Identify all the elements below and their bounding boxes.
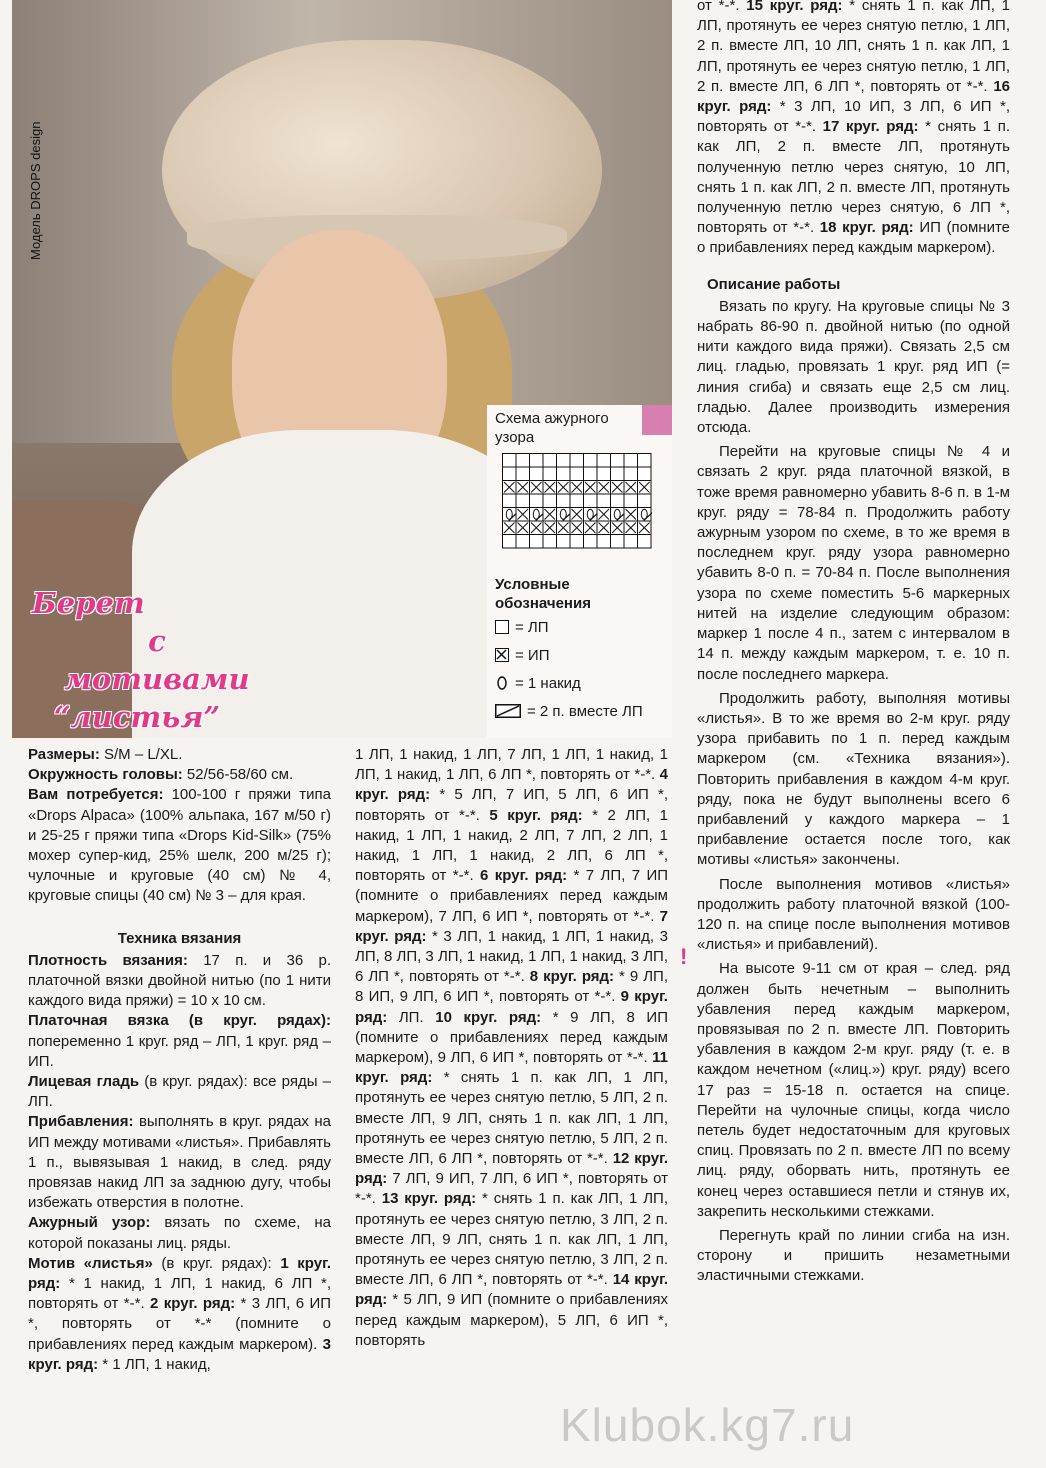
- round-10-label: 10 круг. ряд:: [435, 1008, 542, 1026]
- materials-label: Вам потребуется:: [28, 786, 164, 804]
- round-4-text: * 5 ЛП, 7 ИП, 5 ЛП, 6 ИП *, повторять от *-*.: [355, 786, 668, 824]
- work-paragraph-6: Перегнуть край по линии сгиба на изн. сторону и пришить незаметными эластичными стежками.: [697, 1226, 1010, 1285]
- chart-cell: [503, 535, 517, 549]
- round-9-label: 9 круг. ряд:: [355, 988, 668, 1026]
- attention-icon: !: [680, 944, 688, 969]
- lace-chart-grid: [502, 453, 652, 551]
- round-2-label: 2 круг. ряд:: [150, 1295, 236, 1313]
- chart-cell: [516, 535, 530, 549]
- title-line-3: “листья”: [53, 700, 221, 734]
- round-14-label: 14 круг. ряд:: [355, 1271, 669, 1309]
- work-paragraph-4: После выполнения мотивов «листья» продолжить работу платочной вязкой (100-120 п. на спице после выполнения мотивов «листья» и прибавлений).: [697, 875, 1010, 954]
- head-paragraph: [28, 765, 331, 785]
- chart-cell: [611, 494, 625, 508]
- lace-paragraph: [28, 1213, 331, 1253]
- technique-heading: Техника вязания: [117, 929, 242, 947]
- motif-paragraph: [28, 1254, 331, 1375]
- photo-credit-text: Модель DROPS design: [28, 121, 43, 260]
- round-12-label: 12 круг. ряд:: [355, 1150, 669, 1188]
- sizes-label: Размеры:: [28, 746, 100, 763]
- round-5-label: 5 круг. ряд:: [489, 806, 583, 824]
- title-line-2: с мотивами: [64, 624, 250, 696]
- legend-label-knit: = ЛП: [515, 618, 549, 636]
- round-15-text: * снять 1 п. как ЛП, 1 ЛП, протянуть ее через снятую петлю, 1 ЛП, 2 п. вместе ЛП, 10 ЛП, снять 1 п. как ЛП, 1 ЛП, протянуть ее через снятую петлю, 1 ЛП, 2 п. вместе ЛП, 6 ЛП *, повторять от *-*.: [697, 0, 1010, 95]
- round-10-text: * 9 ЛП, 8 ИП (помните о прибавлениях перед каждым маркером), 9 ЛП, 6 ИП *, повторять от *-*.: [355, 1008, 668, 1067]
- legend-item-k2tog: [495, 697, 643, 725]
- legend-title: Условные обозначения: [495, 576, 591, 612]
- x-square-icon: [495, 648, 509, 662]
- sizes-value: S/M – L/XL.: [99, 746, 183, 763]
- empty-square-icon: [495, 620, 509, 634]
- chart-cell: [624, 467, 638, 481]
- chart-cell: [570, 494, 584, 508]
- legend-label-purl: = ИП: [515, 646, 550, 664]
- chart-cell: [584, 494, 598, 508]
- chart-cell: [516, 467, 530, 481]
- gauge-label: Плотность вязания:: [28, 951, 188, 969]
- round-11-text: * снять 1 п. как ЛП, 1 ЛП, протянуть ее через снятую петлю, 5 ЛП, 2 п. вместе ЛП, 9 ЛП, снять 1 п. как ЛП, 1 ЛП, протянуть ее через снятую петлю, 5 ЛП, 2 п. вместе ЛП, 6 ЛП *, повторять от *-*.: [355, 1069, 668, 1168]
- chart-cell: [530, 467, 544, 481]
- legend-item-purl: [495, 641, 643, 669]
- chart-cell: [543, 467, 557, 481]
- legend-label-yarn-over: = 1 накид: [515, 674, 581, 692]
- work-heading: Описание работы: [707, 275, 841, 293]
- garter-label: Платочная вязка (в круг. рядах):: [28, 1012, 331, 1030]
- chart-cell: [611, 535, 625, 549]
- chart-cell: [530, 494, 544, 508]
- round-14-continued: от *-*.: [697, 0, 747, 14]
- chart-cell: [638, 467, 652, 481]
- legend-item-knit: [495, 613, 643, 641]
- motif-label: Мотив «листья»: [28, 1254, 153, 1272]
- chart-cell: [584, 535, 598, 549]
- round-3-text: * 1 ЛП, 1 накид,: [98, 1355, 211, 1373]
- rounds-3-14-paragraph: [355, 745, 668, 1351]
- work-paragraph-1: Вязать по кругу. На круговые спицы № 3 набрать 86-90 п. двойной нитью (по одной нити каждого вида пряжи). Связать 2,5 см лиц. гладью, провязать 1 круг. ряд ИП (= линия сгиба) и связать еще 2,5 см лиц. гладью. Далее производить измерения отсюда.: [697, 297, 1010, 437]
- chart-cell: [557, 454, 571, 468]
- head-label: Окружность головы:: [28, 766, 183, 784]
- round-7-label: 7 круг. ряд:: [355, 907, 668, 945]
- round-4-label: 4 круг. ряд:: [355, 766, 668, 804]
- increases-paragraph: [28, 1112, 331, 1213]
- chart-cell: [584, 467, 598, 481]
- round-16-text: * 3 ЛП, 10 ИП, 3 ЛП, 6 ИП *, повторять от *-*.: [697, 98, 1010, 136]
- chart-cell: [611, 467, 625, 481]
- chart-cell: [624, 535, 638, 549]
- round-1-text: * 1 накид, 1 ЛП, 1 накид, 6 ЛП *, повторять от *-*.: [28, 1275, 331, 1313]
- chart-cell: [516, 494, 530, 508]
- lace-chart-panel: [487, 405, 672, 738]
- garter-value: попеременно 1 круг. ряд – ЛП, 1 круг. ряд – ИП.: [28, 1032, 331, 1070]
- chart-cell: [638, 454, 652, 468]
- chart-cell: [597, 535, 611, 549]
- panel-corner-accent: [642, 405, 672, 435]
- rounds-15-18-paragraph: [697, 0, 1010, 259]
- work-paragraph-2: Перейти на круговые спицы № 4 и связать 2 круг. ряда платочной вязкой, в тоже время равномерно убавить 8-6 п. в 1-м круг. ряду = 78-84 п. Продолжить работу ажурным узором по схеме, в то же время в последнем круг. ряду узора равномерно убавить 8-0 п. = 70-84 п. После выполнения узора по схеме поместить 5-6 маркерных нитей на изделие следующим образом: маркер 1 после 4 п., затем с интервалом в 14 п. между каждым маркером, т. е. 10 п. после последнего маркера.: [697, 443, 1010, 683]
- materials-paragraph: [28, 785, 331, 906]
- round-18-label: 18 круг. ряд:: [819, 219, 914, 237]
- title-line-1: Берет: [32, 586, 145, 620]
- round-9-text: ЛП.: [387, 1008, 436, 1026]
- garter-paragraph: [28, 1011, 331, 1072]
- chart-cell: [503, 467, 517, 481]
- round-5-text: * 2 ЛП, 1 накид, 1 ЛП, 1 накид, 2 ЛП, 7 ЛП, 2 ЛП, 1 накид, 1 ЛП, 1 накид, 2 ЛП, 6 ЛП *, повторять от *-*.: [355, 806, 668, 885]
- work-paragraph-3: Продолжить работу, выполняя мотивы «листья». В то же время во 2-м круг. ряду узора прибавить по 1 п. перед каждым маркером (см. «Техника вязания»). Повторить прибавления в каждом 4-м круг. ряду, пока не будут выполнены всего 6 прибавлений у каждого маркера – 1 прибавление остается после того, как мотивы «листья» закончены.: [697, 689, 1010, 869]
- sizes-paragraph: [28, 745, 331, 765]
- round-3-continued: 1 ЛП, 1 накид, 1 ЛП, 7 ЛП, 1 ЛП, 1 накид, 1 ЛП, 1 накид, 1 ЛП, 6 ЛП *, повторять от *-*.: [355, 746, 668, 784]
- round-7-text: * 3 ЛП, 1 накид, 1 ЛП, 1 накид, 3 ЛП, 8 ЛП, 3 ЛП, 1 накид, 1 ЛП, 1 накид, 3 ЛП, 6 ЛП *, повторять от *-*.: [355, 927, 669, 986]
- stockinette-label: Лицевая гладь: [28, 1073, 140, 1091]
- chart-cell: [516, 454, 530, 468]
- chart-cell: [530, 454, 544, 468]
- yarn-over-icon: [495, 676, 509, 690]
- text-column-1: [28, 745, 331, 1375]
- chart-cell: [530, 535, 544, 549]
- round-17-label: 17 круг. ряд:: [822, 118, 919, 136]
- gauge-value: 17 п. и 36 р. платочной вязки двойной нитью (по 1 нити каждого вида пряжи) = 10 х 10 см.: [28, 951, 331, 1010]
- round-8-label: 8 круг. ряд:: [529, 968, 615, 986]
- chart-cell: [543, 535, 557, 549]
- round-12-text: 7 ЛП, 9 ИП, 7 ЛП, 6 ИП *, повторять от *-*.: [355, 1170, 668, 1208]
- chart-cell: [543, 494, 557, 508]
- text-column-2: [355, 745, 668, 1351]
- chart-cell: [597, 467, 611, 481]
- chart-legend: [495, 575, 643, 725]
- materials-value: 100-100 г пряжи типа «Drops Alpaca» (100% альпака, 167 м/50 г) и 25-25 г пряжи типа «Drops Kid-Silk» (75% мохер супер-кид, 25% шелк, 200 м/25 г); чулочные и круговые (40 см) № 4, круговые спицы (40 см) № 3 – для края.: [28, 786, 331, 905]
- chart-cell: [570, 467, 584, 481]
- article-title: [22, 584, 252, 736]
- round-2-text: * 3 ЛП, 6 ИП *, повторять от *-* (помните о прибавлениях перед каждым маркером).: [28, 1295, 332, 1353]
- k2tog-icon: [495, 704, 521, 718]
- round-13-label: 13 круг. ряд:: [381, 1190, 477, 1208]
- round-17-text: * снять 1 п. как ЛП, 2 п. вместе ЛП, протянуть полученную петлю через снятую, 10 ЛП, снять 1 п. как ЛП, 2 п. вместе ЛП, протянуть полученную петлю через снятую, 6 ЛП *, повторять от *-*.: [697, 118, 1011, 237]
- round-6-label: 6 круг. ряд:: [480, 867, 568, 885]
- stockinette-value: (в круг. рядах): все ряды – ЛП.: [28, 1073, 331, 1111]
- chart-cell: [557, 467, 571, 481]
- legend-label-k2tog: = 2 п. вместе ЛП: [527, 702, 643, 720]
- legend-item-yarn-over: [495, 669, 643, 697]
- round-15-label: 15 круг. ряд:: [746, 0, 843, 14]
- gauge-paragraph: [28, 951, 331, 1012]
- lace-value: вязать по схеме, на которой показаны лиц. ряды.: [28, 1214, 331, 1252]
- head-value: 52/56-58/60 см.: [182, 766, 294, 784]
- text-column-3: [697, 0, 1010, 1287]
- increases-label: Прибавления:: [28, 1113, 134, 1131]
- chart-cell: [543, 454, 557, 468]
- chart-cell: [597, 494, 611, 508]
- work-paragraph-5: На высоте 9-11 см от края – след. ряд должен быть нечетным – выполнить убавления перед каждым маркером, провязывая по 2 п. вместе ЛП. Повторить убавления в каждом 2-м круг. ряду (т. е. в каждом нечетном («лиц.») круг. ряду) всего 17 раз = 15-18 п. остается на спице. Перейти на чулочные спицы, когда число петель будет недостаточным для круговых спиц. Провязать по 2 п. вместе ЛП по всему лиц. ряду, оборвать нить, протянуть ее конец через оставшиеся петли и стянув их, закрепить несколькими стежками.: [697, 960, 1010, 1220]
- round-16-label: 16 круг. ряд:: [697, 77, 1010, 116]
- round-8-text: * 9 ЛП, 8 ИП, 9 ЛП, 6 ИП *, повторять от *-*.: [355, 968, 669, 1006]
- chart-cell: [557, 494, 571, 508]
- chart-cell: [638, 494, 652, 508]
- chart-cell: [638, 535, 652, 549]
- motif-value: (в круг. рядах):: [152, 1254, 281, 1272]
- chart-cell: [611, 454, 625, 468]
- round-1-label: 1 круг. ряд:: [28, 1254, 331, 1293]
- chart-cell: [570, 454, 584, 468]
- increases-value: выполнять в круг. рядах на ИП между мотивами «листья». Прибавлять 1 п., вывязывая 1 накид, в след. ряду провязав накид ЛП за заднюю дугу, чтобы избежать отверстия в полотне.: [28, 1113, 331, 1212]
- round-14-text: * 5 ЛП, 9 ИП (помните о прибавлениях перед каждым маркером), 5 ЛП, 6 ИП *, повторять: [355, 1291, 668, 1349]
- chart-cell: [503, 454, 517, 468]
- chart-cell: [624, 494, 638, 508]
- chart-cell: [624, 454, 638, 468]
- chart-title: Схема ажурного узора: [495, 410, 609, 446]
- round-11-label: 11 круг. ряд:: [355, 1049, 668, 1087]
- chart-cell: [503, 494, 517, 508]
- stockinette-paragraph: [28, 1072, 331, 1112]
- chart-cell: [570, 535, 584, 549]
- round-18-text: ИП (помните о прибавлениях перед каждым маркером).: [697, 219, 1010, 257]
- round-13-text: * снять 1 п. как ЛП, 1 ЛП, протянуть ее через снятую петлю, 3 ЛП, 2 п. вместе ЛП, 9 ЛП, снять 1 п. как ЛП, 1 ЛП, протянуть ее через снятую петлю, 3 ЛП, 2 п. вместе ЛП, 6 ЛП *, повторять от *-*.: [355, 1190, 669, 1289]
- chart-cell: [597, 454, 611, 468]
- watermark: Klubok.kg7.ru: [560, 1399, 855, 1451]
- round-3-label: 3 круг. ряд:: [28, 1335, 331, 1373]
- photo-credit: [28, 60, 52, 260]
- chart-cell: [584, 454, 598, 468]
- round-6-text: * 7 ЛП, 7 ИП (помните о прибавлениях перед каждым маркером), 7 ЛП, 6 ИП *, повторять от *-*.: [355, 867, 669, 925]
- chart-cell: [557, 535, 571, 549]
- lace-label: Ажурный узор:: [28, 1214, 151, 1232]
